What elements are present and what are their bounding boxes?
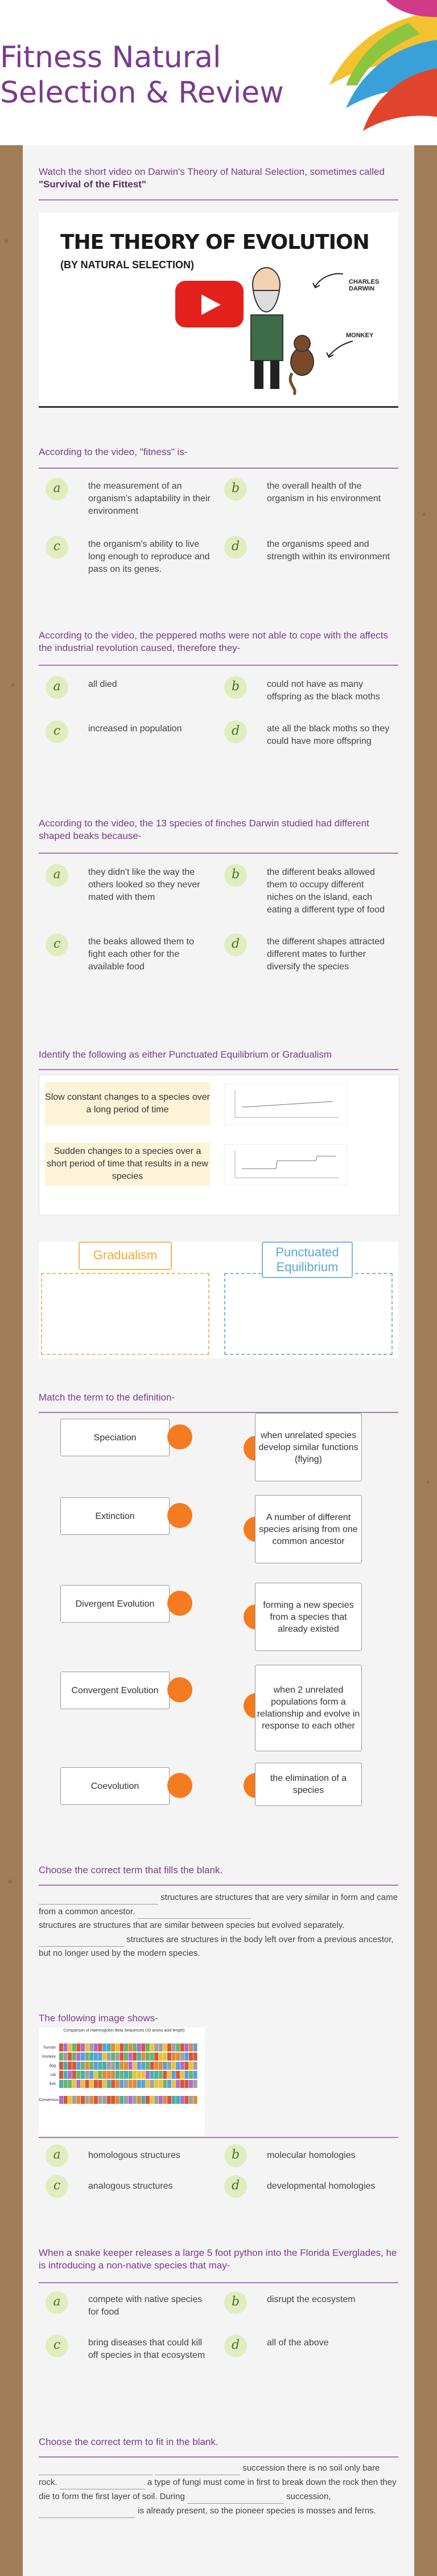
sequence-cell (184, 2080, 188, 2088)
sequence-cell (89, 2043, 93, 2051)
blank-input[interactable] (39, 2504, 135, 2518)
sequence-cell (107, 2062, 111, 2070)
sequence-cell (167, 2080, 171, 2088)
sequence-cell (64, 2096, 68, 2104)
sequence-cell (167, 2043, 171, 2051)
sequence-cell (85, 2096, 89, 2104)
sequence-cell (176, 2080, 180, 2088)
sequence-cell (68, 2053, 72, 2061)
sequence-cell (124, 2043, 128, 2051)
sequence-cell (154, 2053, 158, 2061)
sequence-cell (102, 2071, 106, 2079)
definition-1[interactable]: when unrelated species develop similar functions (flying) (255, 1413, 362, 1481)
sequence-cell (180, 2096, 184, 2104)
sequence-cell (81, 2062, 85, 2070)
sequence-cell (189, 2071, 193, 2079)
sequence-cell (137, 2043, 141, 2051)
sequence-cell (159, 2096, 163, 2104)
sequence-cell (184, 2096, 188, 2104)
sequence-cell (133, 2080, 137, 2088)
term-connector[interactable] (167, 1591, 192, 1616)
term-connector[interactable] (167, 1503, 192, 1528)
q1-option-b[interactable]: b the overall health of the organism in his environment (224, 478, 395, 523)
sequence-cell (154, 2080, 158, 2088)
sequence-cell (150, 2071, 154, 2079)
sequence-grid (59, 2043, 201, 2106)
sequence-cell (64, 2071, 68, 2079)
sequence-cell (124, 2053, 128, 2061)
divider (39, 2456, 398, 2458)
sequence-cell (154, 2062, 158, 2070)
q3-option-a[interactable]: a they didn't like the way the others looked so they never mated with them (46, 864, 216, 910)
divider (39, 1069, 398, 1070)
sequence-cell (193, 2071, 197, 2079)
sequence-cell (184, 2071, 188, 2079)
arrow-icon (323, 338, 357, 361)
row-label: fish (50, 2082, 56, 2086)
bg-speck (422, 513, 426, 516)
sequence-cell (116, 2096, 119, 2104)
q2-option-a[interactable]: a all died (46, 676, 216, 710)
sequence-cell (68, 2080, 72, 2088)
sequence-cell (146, 2071, 150, 2079)
sequence-cell (111, 2062, 115, 2070)
row-label: human (43, 2046, 56, 2050)
sequence-cell (76, 2053, 80, 2061)
blank-input[interactable] (60, 2475, 145, 2489)
sequence-cell (59, 2096, 63, 2104)
q8-option-d[interactable]: d all of the above (224, 2335, 395, 2369)
sequence-cell (129, 2096, 133, 2104)
video-subtitle: (BY NATURAL SELECTION) (60, 259, 195, 271)
sequence-cell (76, 2080, 80, 2088)
sequence-cell (59, 2053, 63, 2061)
sequence-cell (133, 2096, 137, 2104)
bg-speck (11, 683, 14, 686)
definition-4[interactable]: when 2 unrelated populations form a relationship and evolve in response to each other (255, 1665, 362, 1751)
sequence-cell (116, 2053, 119, 2061)
sequence-cell (159, 2071, 163, 2079)
sequence-cell (116, 2071, 119, 2079)
sequence-cell (85, 2053, 89, 2061)
question-7-prompt: The following image shows- (39, 2013, 158, 2024)
sequence-cell (189, 2080, 193, 2088)
sequence-cell (129, 2071, 133, 2079)
definition-2[interactable]: A number of different species arising from one common ancestor (255, 1495, 362, 1563)
sequence-cell (98, 2080, 102, 2088)
sequence-cell (85, 2071, 89, 2079)
sequence-cell (141, 2053, 145, 2061)
sequence-cell (141, 2062, 145, 2070)
sequence-cell (137, 2062, 141, 2070)
sequence-cell (107, 2071, 111, 2079)
sequence-cell (141, 2080, 145, 2088)
sequence-cell (107, 2043, 111, 2051)
punctuated-ribbon: Punctuated Equilibrium (250, 1242, 364, 1281)
sequence-cell (137, 2080, 141, 2088)
sequence-cell (189, 2062, 193, 2070)
sequence-cell (76, 2062, 80, 2070)
term-coevolution[interactable]: Coevolution (60, 1767, 170, 1805)
sequence-cell (72, 2071, 76, 2079)
sequence-cell (167, 2071, 171, 2079)
sequence-cell (159, 2043, 163, 2051)
sequence-cell (137, 2071, 141, 2079)
sequence-cell (150, 2080, 154, 2088)
punctuated-graph-thumbnail (224, 1144, 348, 1185)
sequence-cell (107, 2053, 111, 2061)
sequence-cell (163, 2096, 167, 2104)
sequence-cell (59, 2062, 63, 2070)
sequence-cell (146, 2080, 150, 2088)
sequence-cell (180, 2080, 184, 2088)
sequence-cell (172, 2096, 176, 2104)
sequence-cell (124, 2080, 128, 2088)
sequence-cell (81, 2043, 85, 2051)
question-8-prompt: When a snake keeper releases a large 5 foot python into the Florida Everglades, he is introducing a non-native species that may- (39, 2247, 397, 2271)
sequence-cell (129, 2053, 133, 2061)
sequence-cell (59, 2071, 63, 2079)
sequence-cell (89, 2096, 93, 2104)
sequence-cell (184, 2053, 188, 2061)
sequence-cell (150, 2053, 154, 2061)
sequence-cell (72, 2096, 76, 2104)
sequence-cell (64, 2053, 68, 2061)
question-5-prompt: Match the term to the definition- (39, 1392, 175, 1403)
sequence-cell (64, 2062, 68, 2070)
sequence-cell (89, 2071, 93, 2079)
sequence-cell (94, 2043, 98, 2051)
sequence-cell (189, 2053, 193, 2061)
sequence-cell (102, 2053, 106, 2061)
sequence-cell (172, 2062, 176, 2070)
q8-option-c[interactable]: c bring diseases that could kill off species in that ecosystem (46, 2335, 216, 2380)
sequence-cell (119, 2053, 123, 2061)
sequence-cell (129, 2043, 133, 2051)
sequence-cell (124, 2071, 128, 2079)
sort-items-card (39, 1075, 399, 1215)
sequence-cell (85, 2043, 89, 2051)
sequence-cell (137, 2053, 141, 2061)
question-9-prompt: Choose the correct term to fit in the blank. (39, 2436, 218, 2447)
q3-option-b[interactable]: b the different beaks allowed them to occupy different niches on the island, each eating a different type of food (224, 864, 395, 921)
sequence-cell (167, 2053, 171, 2061)
term-divergent-evolution[interactable]: Divergent Evolution (60, 1585, 170, 1623)
sequence-cell (68, 2071, 72, 2079)
page-header (0, 0, 437, 145)
sequence-cell (167, 2062, 171, 2070)
sequence-cell (163, 2043, 167, 2051)
sequence-cell (163, 2071, 167, 2079)
sequence-cell (184, 2062, 188, 2070)
term-convergent-evolution[interactable]: Convergent Evolution (60, 1672, 170, 1709)
sequence-cell (81, 2053, 85, 2061)
sequence-cell (189, 2043, 193, 2051)
sequence-cell (72, 2043, 76, 2051)
play-button[interactable] (175, 281, 244, 327)
q2-option-d[interactable]: d ate all the black moths so they could have more offspring (224, 720, 395, 760)
sequence-cell (154, 2071, 158, 2079)
divider (39, 1885, 398, 1886)
sequence-cell (150, 2096, 154, 2104)
sequence-cell (76, 2043, 80, 2051)
sequence-cell (193, 2062, 197, 2070)
sequence-cell (180, 2043, 184, 2051)
question-4-prompt: Identify the following as either Punctuated Equilibrium or Gradualism (39, 1049, 332, 1060)
sequence-cell (176, 2053, 180, 2061)
sequence-cell (64, 2043, 68, 2051)
punctuated-drop-zone[interactable] (224, 1273, 393, 1355)
sequence-cell (85, 2062, 89, 2070)
sequence-cell (150, 2043, 154, 2051)
sequence-cell (172, 2053, 176, 2061)
sequence-cell (119, 2071, 123, 2079)
sequence-cell (102, 2062, 106, 2070)
row-label: cat (50, 2073, 56, 2077)
sequence-cell (172, 2071, 176, 2079)
sequence-cell (141, 2096, 145, 2104)
term-speciation[interactable]: Speciation (60, 1419, 170, 1456)
sequence-cell (154, 2096, 158, 2104)
sequence-cell (129, 2080, 133, 2088)
divider (39, 665, 398, 666)
blank-input[interactable] (137, 1905, 251, 1919)
sequence-cell (180, 2062, 184, 2070)
sequence-cell (98, 2062, 102, 2070)
sequence-cell (133, 2062, 137, 2070)
sequence-cell (124, 2062, 128, 2070)
sequence-cell (81, 2096, 85, 2104)
sequence-cell (119, 2062, 123, 2070)
feather-plume-illustration (266, 0, 437, 145)
sequence-cell (172, 2080, 176, 2088)
sequence-cell (68, 2096, 72, 2104)
sequence-cell (116, 2062, 119, 2070)
sequence-cell (68, 2043, 72, 2051)
label-monkey: MONKEY (346, 332, 374, 339)
sequence-cell (98, 2043, 102, 2051)
q8-option-b[interactable]: b disrupt the ecosystem (224, 2291, 395, 2325)
sequence-cell (172, 2043, 176, 2051)
q7-option-a[interactable]: a homologous structures (46, 2144, 216, 2169)
sequence-cell (76, 2071, 80, 2079)
sequence-cell (119, 2096, 123, 2104)
blank-input[interactable] (39, 1890, 158, 1905)
divider (39, 2282, 398, 2283)
sequence-cell (159, 2053, 163, 2061)
sort-item-1[interactable]: Slow constant changes to a species over a long period of time (45, 1082, 210, 1125)
sequence-cell (176, 2096, 180, 2104)
sequence-cell (146, 2053, 150, 2061)
sequence-cell (59, 2043, 63, 2051)
sequence-cell (102, 2080, 106, 2088)
question-3-prompt: According to the video, the 13 species of finches Darwin studied had different shaped beaks because- (39, 818, 369, 841)
sequence-cell (64, 2080, 68, 2088)
sequence-cell (116, 2080, 119, 2088)
worksheet-panel (23, 145, 414, 2576)
gradualism-drop-zone[interactable] (41, 1273, 209, 1355)
sequence-cell (176, 2071, 180, 2079)
gradualism-ribbon: Gradualism (67, 1242, 181, 1271)
divider (39, 853, 398, 854)
row-label: monkey (42, 2055, 56, 2059)
sequence-cell (89, 2080, 93, 2088)
bg-speck (8, 1879, 12, 1883)
blank-input[interactable] (187, 2489, 284, 2504)
sequence-cell (189, 2096, 193, 2104)
label-charles-darwin: CHARLES DARWIN (349, 279, 380, 292)
sequence-cell (163, 2062, 167, 2070)
sequence-cell (107, 2080, 111, 2088)
sequence-cell (94, 2096, 98, 2104)
sequence-cell (146, 2096, 150, 2104)
sequence-cell (141, 2043, 145, 2051)
blank-input[interactable] (39, 1932, 124, 1947)
q7-option-d[interactable]: d developmental homologies (224, 2175, 395, 2200)
blank-input[interactable] (155, 2461, 240, 2475)
sequence-cell (85, 2080, 89, 2088)
term-connector[interactable] (167, 1677, 192, 1702)
sequence-cell (107, 2096, 111, 2104)
divider (39, 199, 398, 200)
sequence-cell (146, 2043, 150, 2051)
sequence-cell (72, 2080, 76, 2088)
sequence-cell (111, 2080, 115, 2088)
q3-option-c[interactable]: c the beaks allowed them to fight each other for the available food (46, 933, 216, 979)
sequence-cell (116, 2043, 119, 2051)
q8-option-a[interactable]: a compete with native species for food (46, 2291, 216, 2325)
sequence-cell (81, 2071, 85, 2079)
sequence-cell (146, 2062, 150, 2070)
sequence-cell (129, 2062, 133, 2070)
sequence-cell (163, 2080, 167, 2088)
sequence-cell (184, 2043, 188, 2051)
q3-option-d[interactable]: d the different shapes attracted different mates to further diversify the species (224, 933, 395, 979)
row-label: dog (49, 2064, 56, 2068)
sequence-cell (119, 2043, 123, 2051)
sequence-cell (98, 2053, 102, 2061)
sequence-cell (154, 2043, 158, 2051)
sequence-cell (133, 2053, 137, 2061)
sequence-cell (94, 2080, 98, 2088)
sequence-cell (111, 2096, 115, 2104)
sequence-cell (98, 2071, 102, 2079)
sort-item-2[interactable]: Sudden changes to a species over a short period of time that results in a new species (45, 1142, 210, 1186)
sequence-cell (193, 2096, 197, 2104)
sequence-cell (167, 2096, 171, 2104)
arrow-icon (312, 269, 346, 292)
sequence-cell (72, 2053, 76, 2061)
term-connector[interactable] (167, 1424, 192, 1449)
sequence-cell (81, 2080, 85, 2088)
sequence-cell (180, 2053, 184, 2061)
term-connector[interactable] (167, 1773, 192, 1798)
sequence-cell (89, 2053, 93, 2061)
intro-text: Watch the short video on Darwin's Theory of Natural Selection, sometimes called "Survival of the Fittest" (39, 166, 385, 190)
hemoglobin-sequence-image (39, 2028, 205, 2136)
sort-bins (39, 1242, 398, 1358)
sequence-cell (94, 2053, 98, 2061)
question-6-prompt: Choose the correct term that fills the blank. (39, 1865, 223, 1875)
blank-input[interactable] (39, 2461, 152, 2475)
sequence-cell (102, 2043, 106, 2051)
question-1-prompt: According to the video, "fitness" is- (39, 447, 188, 457)
sequence-cell (72, 2062, 76, 2070)
definition-3[interactable]: forming a new species from a species that already existed (255, 1583, 362, 1651)
sequence-cell (94, 2071, 98, 2079)
sequence-cell (193, 2053, 197, 2061)
sequence-cell (111, 2043, 115, 2051)
sequence-cell (111, 2053, 115, 2061)
bg-speck (5, 239, 8, 243)
sequence-cell (180, 2071, 184, 2079)
sequence-cell (94, 2062, 98, 2070)
sequence-cell (163, 2053, 167, 2061)
sequence-cell (133, 2071, 137, 2079)
video-embed[interactable] (39, 212, 398, 408)
sequence-cell (133, 2043, 137, 2051)
q7-option-c[interactable]: c analogous structures (46, 2175, 216, 2200)
term-extinction[interactable]: Extinction (60, 1497, 170, 1535)
q7-option-b[interactable]: b molecular homologies (224, 2144, 395, 2169)
sequence-cell (111, 2071, 115, 2079)
row-label: Consensus (39, 2098, 59, 2102)
sequence-cell (141, 2071, 145, 2079)
video-title: THE THEORY OF EVOLUTION (60, 231, 369, 254)
q1-option-d[interactable]: d the organisms speed and strength within its environment (224, 536, 395, 581)
sequence-cell (68, 2062, 72, 2070)
q2-option-c[interactable]: c increased in population (46, 720, 216, 755)
gradualism-graph-thumbnail (224, 1084, 348, 1125)
divider (39, 2137, 398, 2138)
sequence-cell (124, 2096, 128, 2104)
sequence-cell (176, 2043, 180, 2051)
sequence-cell (176, 2062, 180, 2070)
sequence-cell (137, 2096, 141, 2104)
sequence-cell (193, 2080, 197, 2088)
sequence-cell (159, 2062, 163, 2070)
sequence-cell (102, 2096, 106, 2104)
definition-5[interactable]: the elimination of a species (255, 1763, 362, 1806)
q1-option-c[interactable]: c the organism's ability to live long enough to reproduce and pass on its genes. (46, 536, 216, 581)
fill-in-paragraph-1: structures are structures that are very similar in form and came from a common ancestor. structures are structures that are similar between species but evolved separately. structures are structures in the body left over from a previous ancestor, but no longer used by the modern species. (39, 1890, 398, 1960)
q1-option-a[interactable]: a the measurement of an organism's adaptability in their environment (46, 478, 216, 523)
page-title: Fitness Natural Selection & Review (0, 40, 284, 110)
sequence-cell (150, 2062, 154, 2070)
image-title: Comparison of Haemoglobin Beta Sequences (32 amino acid length) (63, 2029, 185, 2033)
sequence-cell (59, 2080, 63, 2088)
sequence-cell (76, 2096, 80, 2104)
fill-in-paragraph-2: succession there is no soil only bare rock. a type of fungi must come in first to break down the rock then they die to form the first layer of soil. During succession, is already present, so the pioneer species is mosses and ferns. (39, 2461, 398, 2518)
question-2-prompt: According to the video, the peppered moths were not able to cope with the affects the industrial revolution caused, therefore they- (39, 630, 388, 653)
sequence-cell (119, 2080, 123, 2088)
sequence-cell (193, 2043, 197, 2051)
divider (39, 468, 398, 469)
sequence-cell (159, 2080, 163, 2088)
sequence-cell (89, 2062, 93, 2070)
q2-option-b[interactable]: b could not have as many offspring as the black moths (224, 676, 395, 710)
sequence-cell (98, 2096, 102, 2104)
bg-speck (427, 1481, 430, 1484)
